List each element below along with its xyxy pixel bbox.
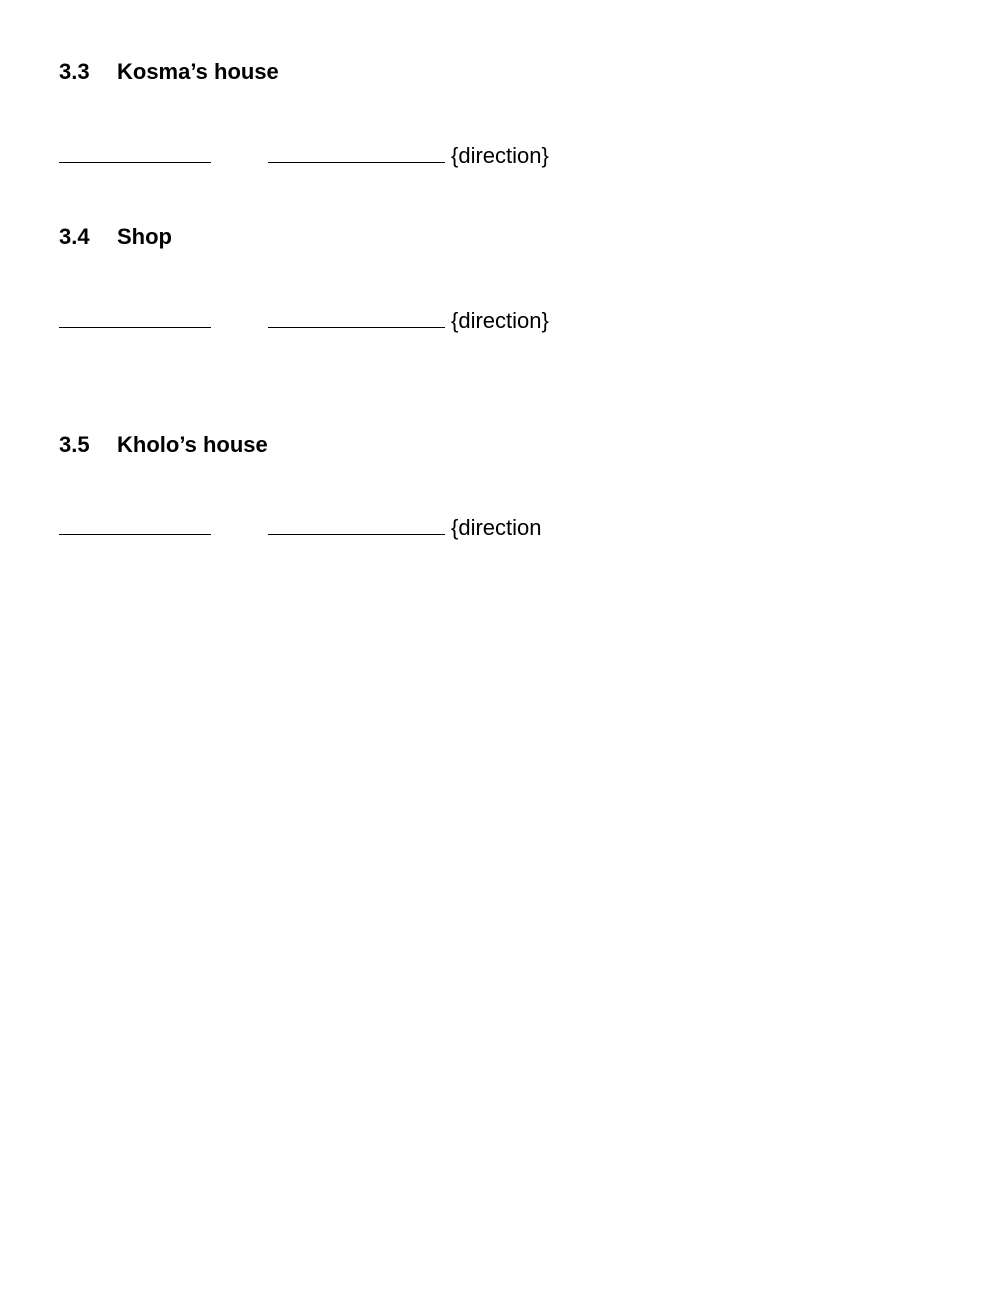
answer-blank-direction[interactable]: [268, 307, 445, 328]
question-number: 3.5: [59, 432, 90, 457]
direction-label: {direction}: [451, 308, 549, 333]
question-heading-3-5: [59, 432, 268, 458]
question-number: 3.3: [59, 59, 90, 84]
question-title: Kholo’s house: [117, 432, 268, 457]
answer-blank-direction[interactable]: [268, 514, 445, 535]
answer-blank-place[interactable]: [59, 307, 211, 328]
question-heading-3-4: [59, 224, 172, 250]
answer-blank-place[interactable]: [59, 142, 211, 163]
question-heading-3-3: [59, 59, 279, 85]
direction-label: {direction}: [451, 143, 549, 168]
answer-row-3-3: [59, 142, 549, 169]
question-title: Shop: [117, 224, 172, 249]
question-number: 3.4: [59, 224, 90, 249]
answer-blank-direction[interactable]: [268, 142, 445, 163]
direction-label: {direction: [451, 515, 542, 540]
answer-row-3-4: [59, 307, 549, 334]
answer-blank-place[interactable]: [59, 514, 211, 535]
answer-row-3-5: [59, 514, 542, 541]
question-title: Kosma’s house: [117, 59, 279, 84]
